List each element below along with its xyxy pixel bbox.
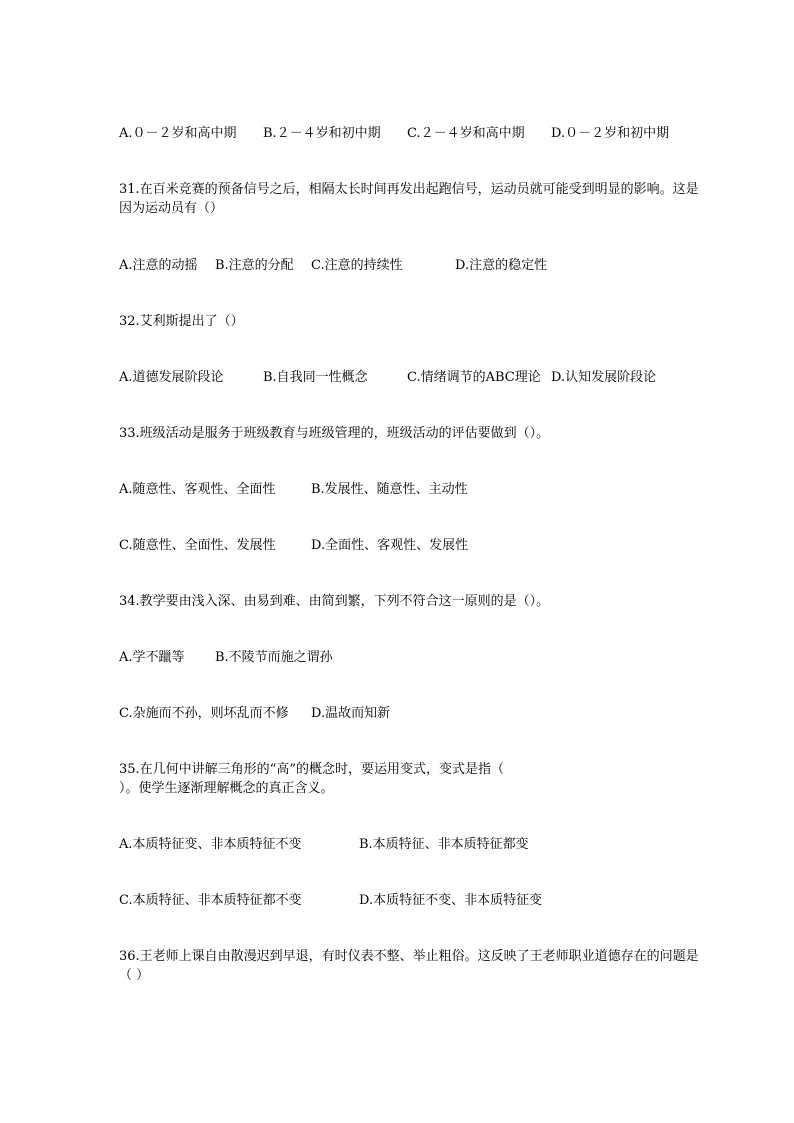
q30-option-a: A.０－２岁和高中期 <box>119 126 237 141</box>
q35-option-a: A.本质特征变、非本质特征不变 <box>119 837 302 852</box>
q32-option-b: B.自我同一性概念 <box>263 370 368 385</box>
q35-stem-line1: 35.在几何中讲解三角形的“高”的概念时，要运用变式，变式是指（ <box>119 762 504 777</box>
q35-option-d: D.本质特征不变、非本质特征变 <box>359 893 543 908</box>
q35-option-b: B.本质特征、非本质特征都变 <box>359 837 529 852</box>
q32-option-d: D.认知发展阶段论 <box>551 370 657 385</box>
q31-option-d: D.注意的稳定性 <box>455 258 548 273</box>
q33-option-b: B.发展性、随意性、主动性 <box>311 482 468 497</box>
q31-stem-line1: 31.在百米竞赛的预备信号之后，相隔太长时间再发出起跑信号，运动员就可能受到明显的影响。这是 <box>119 182 699 197</box>
q31-stem-line2: 因为运动员有（） <box>119 201 224 216</box>
q30-option-b: B.２－４岁和初中期 <box>263 126 381 141</box>
q33-option-a: A.随意性、客观性、全面性 <box>119 482 276 497</box>
q30-option-c: C.２－４岁和高中期 <box>407 126 525 141</box>
q32-option-c: C.情绪调节的ABC理论 <box>407 370 541 385</box>
q36-stem-line1: 36.王老师上课自由散漫迟到早退，有时仪表不整、举止粗俗。这反映了王老师职业道德存在的问题是 <box>119 949 699 964</box>
q33-option-d: D.全面性、客观性、发展性 <box>311 538 469 553</box>
q35-option-c: C.本质特征、非本质特征都不变 <box>119 893 302 908</box>
q34-option-b: B.不陵节而施之谓孙 <box>215 650 333 665</box>
q34-stem: 34.教学要由浅入深、由易到难、由简到繁，下列不符合这一原则的是（）。 <box>119 594 550 609</box>
q34-option-c: C.杂施而不孙，则坏乱而不修 <box>119 706 289 721</box>
q32-stem: 32.艾利斯提出了（） <box>119 314 244 329</box>
q31-option-a: A.注意的动摇 <box>119 258 198 273</box>
q31-option-c: C.注意的持续性 <box>311 258 403 273</box>
q32-option-a: A.道德发展阶段论 <box>119 370 224 385</box>
q36-stem-line2: （ ） <box>119 968 150 983</box>
q33-stem: 33.班级活动是服务于班级教育与班级管理的，班级活动的评估要做到（）。 <box>119 426 550 441</box>
q30-option-d: D.０－２岁和初中期 <box>551 126 670 141</box>
q34-option-d: D.温故而知新 <box>311 706 391 721</box>
q34-option-a: A.学不躐等 <box>119 650 185 665</box>
q31-option-b: B.注意的分配 <box>215 258 294 273</box>
q33-option-c: C.随意性、全面性、发展性 <box>119 538 276 553</box>
q35-stem-line2: ）。使学生逐渐理解概念的真正含义。 <box>119 781 334 796</box>
